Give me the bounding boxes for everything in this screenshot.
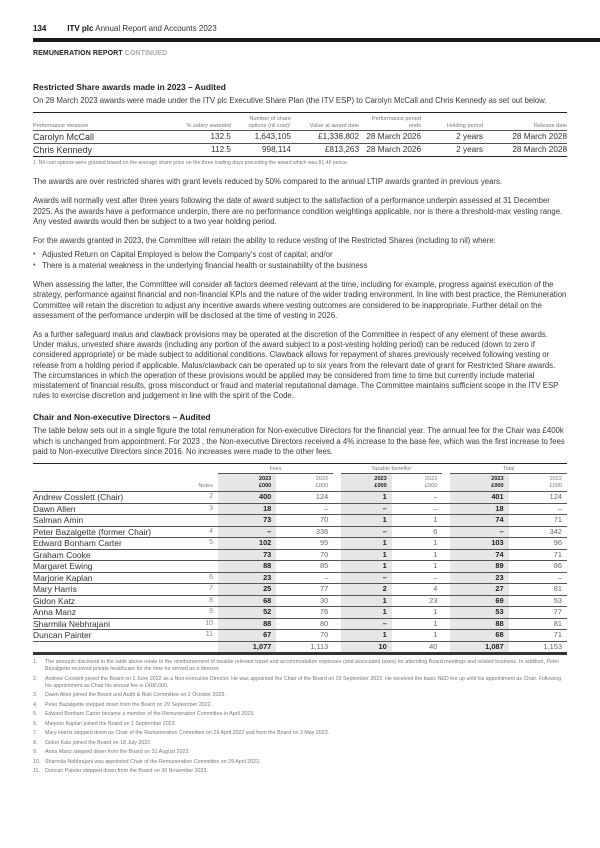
tot22-value: 86 [509, 561, 567, 573]
section-title: REMUNERATION REPORT [33, 50, 123, 57]
note-ref: 11 [188, 630, 218, 642]
unit-label: £000 [491, 482, 504, 489]
tot22-value: – [509, 572, 567, 584]
gap-cell [442, 526, 450, 538]
gap-cell [442, 641, 450, 654]
footnote-text: Mary Harris stepped down as Chair of the Remuneration Committee on 29 April 2022 and from the Board on 3 May 2023. [45, 730, 330, 737]
tot23-value: 74 [450, 515, 508, 527]
award-value: £1,338,802 [291, 131, 359, 144]
tot22-value: 342 [509, 526, 567, 538]
period-ends: 28 March 2026 [359, 144, 421, 157]
group-total: Total [450, 464, 567, 474]
table-row [33, 144, 567, 157]
gap-cell [333, 464, 341, 474]
total-tot23: 1,087 [450, 641, 508, 654]
tot22-value: 53 [509, 595, 567, 607]
gap-cell [333, 492, 341, 504]
director-name: Duncan Painter [33, 630, 188, 642]
gap-cell [333, 584, 341, 596]
fees23-value: 73 [218, 515, 276, 527]
col-total-2023 [450, 474, 508, 492]
footnote-number: 6. [33, 720, 38, 727]
table-row [33, 572, 567, 584]
tot23-value: 88 [450, 618, 508, 630]
director-name: Edward Bonham Carter [33, 538, 188, 550]
para-malus-clawback: As a further safeguard malus and clawback provisions may be operated at the discretion of the Committee in respect of any element of these awards. Under malus, unvested share awards (including any portion of the award subject to a post-vesting holding period) can be reduced (down to zero if considered appropriate) or be made subject to additional conditions. Clawback allows for repayment of shares previously received following vesting or release from a holding period if applicable. Malus/clawback can be operated up to six years from the relevant date of grant for Restricted Share awards. The circumstances in which the operation of these provisions would be applied may be considered from time to time but currently include material misstatement of financial results, gross misconduct or fraud and material reputational damage. The Committee maintains sufficient scope in the ITV ESP rules to exercise discretion and judgement in line with the spirit of the Code. [33, 330, 559, 401]
footnote-number: 10. [33, 758, 41, 765]
director-name: Gidon Katz [33, 595, 188, 607]
director-name: Salman Amin [33, 515, 188, 527]
ben23-value: – [341, 503, 392, 515]
fees23-value: 73 [218, 549, 276, 561]
table-row [33, 595, 567, 607]
gap-cell [442, 503, 450, 515]
table-row [33, 526, 567, 538]
table-row [33, 561, 567, 573]
footnote-text: Peter Bazalgette stepped down from the Board on 29 September 2022. [45, 701, 212, 708]
total-fees23: 1,077 [218, 641, 276, 654]
table-row [33, 503, 567, 515]
total-ben23: 10 [341, 641, 392, 654]
fees23-value: 67 [218, 630, 276, 642]
tot22-value: 81 [509, 618, 567, 630]
tot22-value: 71 [509, 515, 567, 527]
tot23-value: 68 [450, 630, 508, 642]
footnote-item [33, 692, 567, 699]
gap-cell [442, 474, 450, 492]
col-salary-awarded: % salary awarded [183, 113, 231, 131]
year-label: 2022 [315, 476, 329, 483]
tot23-value: 18 [450, 503, 508, 515]
col-fees-2023 [218, 474, 276, 492]
col-share-options: Number of share options (nil cost)¹ [231, 113, 291, 131]
gap-cell [333, 618, 341, 630]
footnote-number: 9. [33, 749, 38, 756]
fees23-value: 400 [218, 492, 276, 504]
fees22-value: – [276, 503, 333, 515]
note-ref: 3 [188, 503, 218, 515]
ben22-value: 1 [392, 607, 443, 619]
gap-cell [442, 549, 450, 561]
tot22-value: 71 [509, 549, 567, 561]
tot23-value: – [450, 526, 508, 538]
fees23-value: 88 [218, 618, 276, 630]
ben22-value: 1 [392, 618, 443, 630]
footnote-item [33, 711, 567, 718]
gap-cell [333, 549, 341, 561]
director-name: Sharmila Nebhrajani [33, 618, 188, 630]
tot22-value: 71 [509, 630, 567, 642]
footnote-text: Sharmila Nebhrajani was appointed Chair of the Remuneration Committee on 29 April 2022. [45, 758, 261, 765]
section-label [33, 50, 167, 57]
para-grant-levels: The awards are over restricted shares with grant levels reduced by 50% compared to the annual LTIP awards granted in previous years. [33, 177, 503, 187]
footnote-text: Edward Bonham Carter became a member of the Remuneration Committee in April 2023. [45, 711, 255, 718]
director-name: Peter Bazalgette (former Chair) [33, 526, 188, 538]
ned-heading: Chair and Non-executive Directors – Audited [33, 412, 211, 423]
tot22-value: 77 [509, 607, 567, 619]
fees23-value: 52 [218, 607, 276, 619]
release-date: 28 March 2028 [483, 144, 567, 157]
total-tot22: 1,153 [509, 641, 567, 654]
col-notes: Notes [188, 474, 218, 492]
fees22-value: 30 [276, 595, 333, 607]
ned-intro: The table below sets out in a single figure the total remuneration for Non-executive Directors for the financial year. The annual fee for the Chair was £400k which is unchanged from appointment. For 2023 , the Non-executive Directors received a 4% increase to the base fee, which was the first increase to fees paid to Non-executive Directors since 2016. No increases were made to the other fees. [33, 426, 565, 456]
gap-cell [333, 526, 341, 538]
table-row [33, 515, 567, 527]
holding-period: 2 years [421, 144, 483, 157]
period-ends: 28 March 2026 [359, 131, 421, 144]
footnote-number: 1. [33, 659, 38, 666]
ned-footnotes [33, 659, 567, 775]
note-ref [188, 549, 218, 561]
tot23-value: 103 [450, 538, 508, 550]
gap-cell [442, 572, 450, 584]
tot23-value: 401 [450, 492, 508, 504]
fees23-value: 18 [218, 503, 276, 515]
footnote-text: Dawn Allen joined the Board and Audit & Risk Committee on 2 October 2023. [45, 692, 226, 699]
salary-pct: 112.5 [183, 144, 231, 157]
year-label: 2023 [491, 476, 504, 483]
page-number: 134 [33, 24, 47, 33]
ben23-value: 1 [341, 561, 392, 573]
table-row [33, 630, 567, 642]
footnote-text: Andrew Cosslett joined the Board on 1 June 2022 as a Non-executive Director. He was appointed the Chair of the Board on 29 September 2022. He received the basic NED fee up until his appointment as Chair. Following his appointment as Chair his annual fee is £400,000. [45, 675, 562, 689]
col-fees-2022 [276, 474, 333, 492]
brand-name: ITV plc [67, 24, 94, 33]
year-label: 2023 [258, 476, 272, 483]
note-ref: 9 [188, 607, 218, 619]
ben22-value: 1 [392, 538, 443, 550]
footnote-item [33, 676, 567, 690]
section-continued: CONTINUED [124, 50, 168, 57]
footnote-number: 11. [33, 768, 40, 775]
fees23-value: 23 [218, 572, 276, 584]
gap-cell [442, 515, 450, 527]
blank-cell [188, 464, 218, 474]
gap-cell [442, 538, 450, 550]
col-total-2022 [509, 474, 567, 492]
exec-name: Chris Kennedy [33, 144, 183, 157]
gap-cell [442, 492, 450, 504]
gap-cell [333, 515, 341, 527]
tot22-value: 96 [509, 538, 567, 550]
gap-cell [442, 630, 450, 642]
underpin-conditions-list [33, 249, 567, 271]
tot23-value: 89 [450, 561, 508, 573]
ben22-value: 1 [392, 515, 443, 527]
footnote-text: The amounts disclosed in the table above relate to the reimbursement of taxable relevant travel and accommodation expenses (and associated taxes) for attending Board meetings and related business. In addition, Peter Bazalgette received private healthcare for the time he served as a director. [45, 659, 560, 673]
report-title: Annual Report and Accounts 2023 [95, 24, 217, 33]
fees22-value: 80 [276, 618, 333, 630]
ben22-value: – [392, 572, 443, 584]
total-ben22: 40 [392, 641, 443, 654]
year-label: 2022 [424, 476, 438, 483]
note-ref [188, 515, 218, 527]
footnote-item [33, 730, 567, 737]
ben22-value: 1 [392, 561, 443, 573]
director-name: Mary Harris [33, 584, 188, 596]
total-row [33, 641, 567, 654]
restricted-share-intro: On 28 March 2023 awards were made under the ITV plc Executive Share Plan (the ITV ESP) to Carolyn McCall and Chris Kennedy as set out below. [33, 96, 547, 105]
footnote-number: 4. [33, 701, 38, 708]
table-row [33, 584, 567, 596]
note-ref [188, 561, 218, 573]
fees22-value: 336 [276, 526, 333, 538]
director-name: Graham Cooke [33, 549, 188, 561]
restricted-share-table [33, 112, 567, 157]
year-label: 2022 [549, 476, 562, 483]
director-name: Dawn Allen [33, 503, 188, 515]
blank-cell [188, 641, 218, 654]
director-name: Andrew Cosslett (Chair) [33, 492, 188, 504]
fees22-value: 85 [276, 561, 333, 573]
footnote-number: 5. [33, 711, 38, 718]
list-item: • Adjusted Return on Capital Employed is below the Company's cost of capital; and/or [33, 249, 567, 260]
running-header [33, 24, 600, 33]
col-benefits-2023 [341, 474, 392, 492]
footnote-item [33, 702, 567, 709]
note-ref: 6 [188, 572, 218, 584]
options: 1,643,105 [231, 131, 291, 144]
gap-cell [442, 561, 450, 573]
fees22-value: – [276, 572, 333, 584]
table-header-row [33, 474, 567, 492]
total-fees22: 1,113 [276, 641, 333, 654]
fees22-value: 76 [276, 607, 333, 619]
footnote-item [33, 759, 567, 766]
unit-label: £000 [424, 482, 438, 489]
gap-cell [442, 464, 450, 474]
table-group-header [33, 464, 567, 474]
salary-pct: 132.5 [183, 131, 231, 144]
note-ref: 5 [188, 538, 218, 550]
footnote-number: 8. [33, 739, 38, 746]
ben23-value: 1 [341, 538, 392, 550]
footnote-item [33, 768, 567, 775]
ben23-value: – [341, 572, 392, 584]
table-header-row [33, 113, 567, 131]
ben23-value: 1 [341, 549, 392, 561]
gap-cell [333, 630, 341, 642]
unit-label: £000 [315, 482, 329, 489]
ben23-value: – [341, 526, 392, 538]
footnote-text: Duncan Painter stepped down from the Board on 30 November 2023. [45, 768, 208, 775]
tot22-value: 81 [509, 584, 567, 596]
tot23-value: 27 [450, 584, 508, 596]
table-row [33, 538, 567, 550]
col-benefits-2022 [392, 474, 443, 492]
footnote-number: 7. [33, 730, 38, 737]
director-name: Marjorie Kaplan [33, 572, 188, 584]
table-row [33, 549, 567, 561]
group-fees: Fees [218, 464, 333, 474]
footnote-item [33, 659, 567, 673]
footnote-number: 3. [33, 692, 38, 699]
ben23-value: 1 [341, 607, 392, 619]
col-value-award: Value at award date [291, 113, 359, 131]
col-period-ends: Performance period ends [359, 113, 421, 131]
note-ref: 10 [188, 618, 218, 630]
fees23-value: – [218, 526, 276, 538]
release-date: 28 March 2028 [483, 131, 567, 144]
main-content [33, 82, 567, 778]
gap-cell [333, 607, 341, 619]
unit-label: £000 [374, 482, 387, 489]
col-release-date: Release date [483, 113, 567, 131]
holding-period: 2 years [421, 131, 483, 144]
gap-cell [333, 474, 341, 492]
gap-cell [333, 641, 341, 654]
gap-cell [333, 572, 341, 584]
fees23-value: 102 [218, 538, 276, 550]
list-item: • There is a material weakness in the underlying financial health or sustainability of the business [33, 260, 567, 271]
tot22-value: 124 [509, 492, 567, 504]
ben22-value: – [392, 492, 443, 504]
blank-cell [33, 464, 188, 474]
fees23-value: 88 [218, 561, 276, 573]
ben22-value: 6 [392, 526, 443, 538]
fees23-value: 68 [218, 595, 276, 607]
director-name: Anna Manz [33, 607, 188, 619]
gap-cell [442, 607, 450, 619]
footnote-text: Gidon Katz joined the Board on 18 July 2022. [45, 739, 152, 746]
tot23-value: 23 [450, 572, 508, 584]
note-ref: 7 [188, 584, 218, 596]
unit-label: £000 [549, 482, 562, 489]
note-ref: 4 [188, 526, 218, 538]
ned-table-body [33, 492, 567, 654]
blank-cell [33, 641, 188, 654]
para-assessment: When assessing the latter, the Committee will consider all factors deemed relevant at the time, including for example, progress against execution of the strategy, performance against financial and non-financial KPIs and the nature of the wider trading environment. In line with best practice, the Remuneration Committee will retain the discretion to adjust any incentive awards where vesting outcomes are considered to be inappropriate. Further detail on the assessment of the performance underpin will be disclosed at the time of vesting in 2026. [33, 280, 567, 320]
ben22-value: – [392, 503, 443, 515]
table-row [33, 607, 567, 619]
restricted-share-footnote: 1. Nil cost options were granted based on the average share price on the three trading days preceding the award which was 81.46 pence. [33, 160, 349, 167]
ben23-value: 2 [341, 584, 392, 596]
year-label: 2023 [374, 476, 387, 483]
col-performance-measure: Performance measure [33, 113, 183, 131]
ben22-value: 4 [392, 584, 443, 596]
fees22-value: 70 [276, 630, 333, 642]
footnote-number: 2. [33, 675, 38, 682]
footnote-item [33, 740, 567, 747]
ben22-value: 23 [392, 595, 443, 607]
ben23-value: – [341, 618, 392, 630]
footnote-item [33, 721, 567, 728]
header-rule [33, 38, 600, 42]
gap-cell [333, 503, 341, 515]
fees22-value: 95 [276, 538, 333, 550]
ben23-value: 1 [341, 492, 392, 504]
exec-name: Carolyn McCall [33, 131, 183, 144]
tot22-value: – [509, 503, 567, 515]
table-row [33, 492, 567, 504]
para-vesting: Awards will normally vest after three years following the date of award subject to the satisfaction of a performance underpin assessed at 31 December 2025. As the awards have a performance underpin, there are no performance condition weightings applicable, nor is there a threshold-max vesting range. Any vested awards would then be subject to a two year holding period. [33, 196, 563, 226]
tot23-value: 74 [450, 549, 508, 561]
group-benefits: Taxable benefits¹ [341, 464, 442, 474]
ned-remuneration-table [33, 463, 567, 655]
footnote-item [33, 749, 567, 756]
gap-cell [442, 618, 450, 630]
tot23-value: 69 [450, 595, 508, 607]
footnote-text: Marjorie Kaplan joined the Board on 1 September 2023. [45, 720, 177, 727]
gap-cell [333, 595, 341, 607]
ben22-value: 1 [392, 549, 443, 561]
gap-cell [333, 538, 341, 550]
ben23-value: 1 [341, 595, 392, 607]
fees22-value: 70 [276, 515, 333, 527]
unit-label: £000 [258, 482, 272, 489]
award-value: £813,263 [291, 144, 359, 157]
ben23-value: 1 [341, 515, 392, 527]
table-row [33, 131, 567, 144]
gap-cell [442, 595, 450, 607]
gap-cell [333, 561, 341, 573]
footnote-text: Anna Manz stepped down from the Board on 31 August 2023. [45, 749, 190, 756]
note-ref: 2 [188, 492, 218, 504]
fees23-value: 25 [218, 584, 276, 596]
tot23-value: 53 [450, 607, 508, 619]
fees22-value: 70 [276, 549, 333, 561]
restricted-share-heading: Restricted Share awards made in 2023 – Audited [33, 82, 226, 92]
gap-cell [442, 584, 450, 596]
col-holding-period: Holding period [421, 113, 483, 131]
options: 998,114 [231, 144, 291, 157]
fees22-value: 124 [276, 492, 333, 504]
director-name: Margaret Ewing [33, 561, 188, 573]
table-row [33, 618, 567, 630]
para-reduce-vesting: For the awards granted in 2023, the Committee will retain the ability to reduce vesting of the Restricted Shares (including to nil) where: [33, 236, 496, 246]
ben23-value: 1 [341, 630, 392, 642]
ben22-value: 1 [392, 630, 443, 642]
blank-cell [33, 474, 188, 492]
note-ref: 8 [188, 595, 218, 607]
fees22-value: 77 [276, 584, 333, 596]
